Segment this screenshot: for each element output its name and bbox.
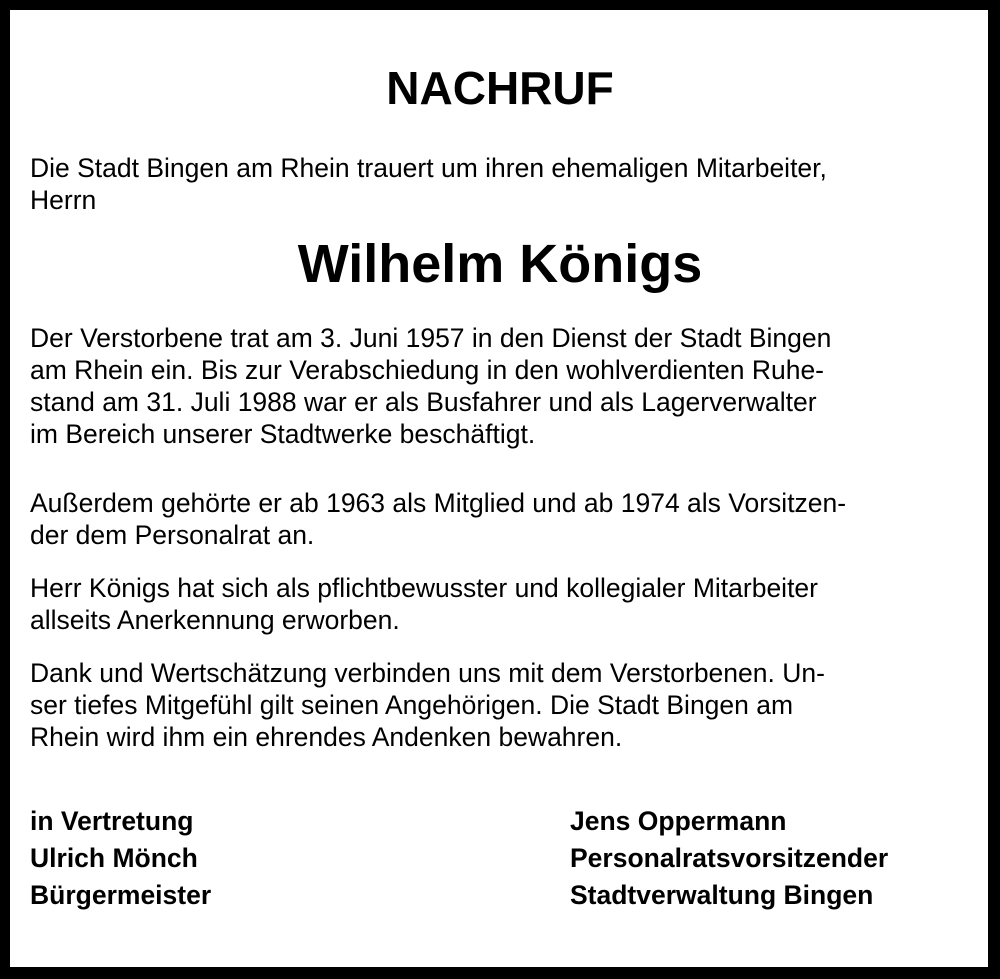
intro-line: Die Stadt Bingen am Rhein trauert um ihren ehemaligen Mitarbeiter, — [30, 153, 827, 183]
intro-text — [30, 152, 980, 216]
obituary-title: NACHRUF — [386, 62, 614, 114]
signature-line: Personalratsvorsitzender — [570, 843, 889, 873]
text-line: ser tiefes Mitgefühl gilt seinen Angehörigen. Die Stadt Bingen am — [30, 690, 794, 720]
signature-right — [570, 803, 888, 914]
paragraph-recognition — [30, 572, 980, 636]
signature-line: Jens Oppermann — [570, 806, 787, 836]
signature-line: Ulrich Mönch — [30, 843, 198, 873]
paragraph-council — [30, 487, 980, 551]
signature-line: in Vertretung — [30, 806, 194, 836]
signature-line: Bürgermeister — [30, 880, 212, 910]
text-line: am Rhein ein. Bis zur Verabschiedung in den wohlverdienten Ruhe- — [30, 355, 825, 385]
text-line: Herr Königs hat sich als pflichtbewusster und kollegialer Mitarbeiter — [30, 573, 818, 603]
text-line: im Bereich unserer Stadtwerke beschäftigt. — [30, 419, 536, 449]
paragraph-condolence — [30, 657, 980, 753]
signature-left — [30, 803, 211, 914]
text-line: Rhein wird ihm ein ehrendes Andenken bewahren. — [30, 722, 623, 752]
text-line: der dem Personalrat an. — [30, 520, 315, 550]
paragraph-service — [30, 322, 980, 450]
deceased-name: Wilhelm Königs — [297, 234, 703, 294]
text-line: stand am 31. Juli 1988 war er als Busfahrer und als Lagerverwalter — [30, 387, 817, 417]
intro-line: Herrn — [30, 185, 97, 215]
text-line: Außerdem gehörte er ab 1963 als Mitglied und ab 1974 als Vorsitzen- — [30, 488, 847, 518]
text-line: Der Verstorbene trat am 3. Juni 1957 in den Dienst der Stadt Bingen — [30, 323, 832, 353]
signature-line: Stadtverwaltung Bingen — [570, 880, 874, 910]
text-line: allseits Anerkennung erworben. — [30, 605, 400, 635]
text-line: Dank und Wertschätzung verbinden uns mit dem Verstorbenen. Un- — [30, 658, 825, 688]
